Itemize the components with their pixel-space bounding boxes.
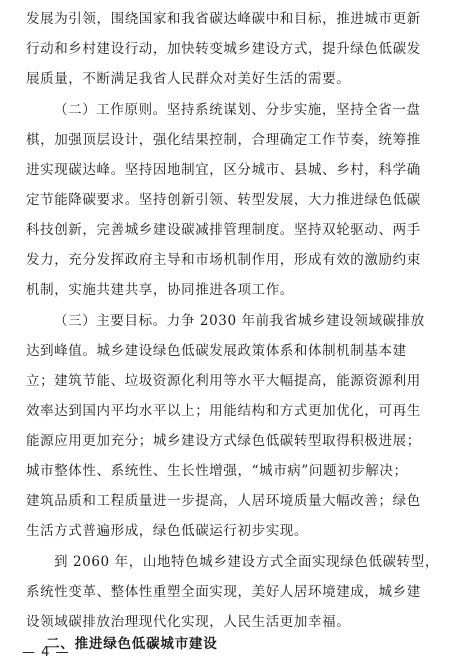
principles-line-5: 科技创新，完善城乡建设碳减排管理制度。坚持双轮驱动、两手 — [26, 222, 421, 238]
targets-line-4: 效率达到国内平均水平以上；用能结构和方式更加优化，可再生 — [26, 403, 421, 419]
principles-line-4: 定节能降碳要求。坚持创新引领、转型发展，大力推进绿色低碳 — [26, 192, 421, 208]
targets-line-8: 生活方式普遍形成，绿色低碳运行初步实现。 — [26, 523, 308, 539]
vision-2060-line-1: 到 2060 年，山地特色城乡建设方式全面实现绿色低碳转型， — [54, 554, 439, 570]
intro-line-3: 展质量，不断满足我省人民群众对美好生活的需要。 — [26, 71, 351, 87]
targets-line-3: 立；建筑节能、垃圾资源化利用等水平大幅提高，能源资源利用 — [26, 373, 421, 389]
principles-line-6: 发力，充分发挥政府主导和市场机制作用，形成有效的激励约束 — [26, 252, 421, 268]
section-heading: 二、推进绿色低碳城市建设 — [46, 636, 218, 652]
intro-line-1: 发展为引领，围绕国家和我省碳达峰碳中和目标，推进城市更新 — [26, 11, 421, 27]
targets-line-5: 能源应用更加充分；城乡建设方式绿色低碳转型取得积极进展； — [26, 433, 421, 449]
targets-line-6: 城市整体性、系统性、生长性增强，“城市病”问题初步解决； — [26, 463, 408, 479]
principles-line-2: 棋，加强顶层设计，强化结果控制，合理确定工作节奏，统筹推 — [26, 132, 421, 148]
intro-line-2: 行动和乡村建设行动，加快转变城乡建设方式，提升绿色低碳发 — [26, 41, 421, 57]
targets-line-7: 建筑品质和工程质量进一步提高，人居环境质量大幅改善；绿色 — [26, 493, 421, 509]
targets-line-1: （三）主要目标。力争 2030 年前我省城乡建设领域碳排放 — [54, 313, 425, 329]
vision-2060-line-3: 设领域碳排放治理现代化实现，人民生活更加幸福。 — [26, 614, 351, 630]
targets-line-2: 达到峰值。城乡建设绿色低碳发展政策体系和体制机制基本建 — [26, 343, 407, 359]
principles-line-1: （二）工作原则。坚持系统谋划、分步实施，坚持全省一盘 — [54, 102, 421, 118]
page-number: — 4 — — [22, 645, 70, 660]
principles-line-3: 进实现碳达峰。坚持因地制宜，区分城市、县城、乡村，科学确 — [26, 162, 421, 178]
vision-2060-line-2: 系统性变革、整体性重塑全面实现，美好人居环境建成，城乡建 — [26, 584, 421, 600]
principles-line-7: 机制，实施共建共享，协同推进各项工作。 — [26, 282, 294, 298]
